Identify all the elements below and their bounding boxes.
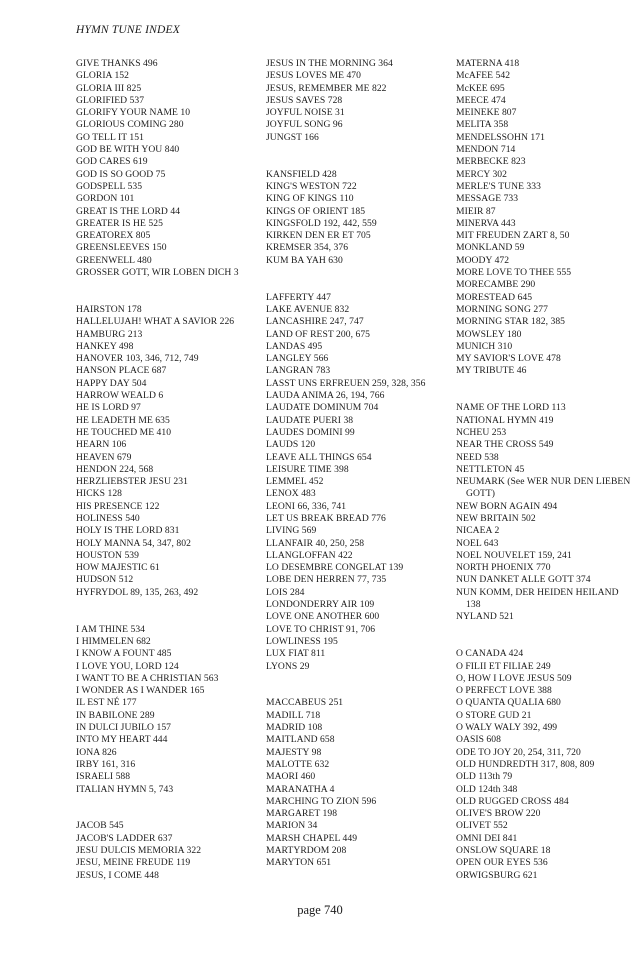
index-entry: MOWSLEY 180 <box>456 328 522 340</box>
index-entry: JOYFUL SONG 96 <box>266 119 343 131</box>
index-entry: NICAEA 2 <box>456 525 500 537</box>
index-entry: JESUS SAVES 728 <box>266 94 343 106</box>
index-entry: HOW MAJESTIC 61 <box>76 562 160 574</box>
index-entry: LAFFERTY 447 <box>266 291 331 303</box>
index-entry: NUN KOMM, DER HEIDEN HEILAND 138 <box>456 586 619 611</box>
index-column-2 <box>266 58 456 870</box>
index-entry: LEMMEL 452 <box>266 476 324 488</box>
index-entry: LAKE AVENUE 832 <box>266 303 350 315</box>
index-entry: MERCY 302 <box>456 168 507 180</box>
index-entry: ISRAELI 588 <box>76 771 131 783</box>
index-entry: I HIMMELEN 682 <box>76 635 151 647</box>
letter-group-gap <box>266 267 456 292</box>
index-entry: O WALY WALY 392, 499 <box>456 722 558 734</box>
index-entry: HE TOUCHED ME 410 <box>76 426 172 438</box>
index-entry: JESUS, I COME 448 <box>76 869 159 881</box>
index-entry: McKEE 695 <box>456 82 505 94</box>
index-entry: LET US BREAK BREAD 776 <box>266 512 386 524</box>
index-entry: IL EST NÉ 177 <box>76 697 137 709</box>
page-number: page 740 <box>297 903 343 917</box>
index-column-3 <box>456 58 632 882</box>
index-entry: GREATOREX 805 <box>76 230 151 242</box>
index-entry: LEISURE TIME 398 <box>266 463 349 475</box>
index-entry: GLORIFIED 537 <box>76 94 145 106</box>
index-entry: HE IS LORD 97 <box>76 402 141 414</box>
index-entry: JESUS LOVES ME 470 <box>266 70 361 82</box>
index-entry: HANOVER 103, 346, 712, 749 <box>76 353 199 365</box>
index-entry: NEUMARK (See WER NUR DEN LIEBEN GOTT) <box>456 476 631 500</box>
index-entry: O QUANTA QUALIA 680 <box>456 697 561 709</box>
index-entry: OLIVE'S BROW 220 <box>456 808 541 820</box>
index-entry: MORECAMBE 290 <box>456 279 536 291</box>
index-entry: OPEN OUR EYES 536 <box>456 857 548 869</box>
index-entry: ORWIGSBURG 621 <box>456 869 538 881</box>
index-entry: NOEL NOUVELET 159, 241 <box>456 549 572 561</box>
index-entry: GREATER IS HE 525 <box>76 217 163 229</box>
index-entry: MY SAVIOR'S LOVE 478 <box>456 353 561 365</box>
index-entry: LAUDES DOMINI 99 <box>266 426 355 438</box>
index-entry: LOWLINESS 195 <box>266 635 338 647</box>
index-entry: MAORI 460 <box>266 771 316 783</box>
index-entry: NAME OF THE LORD 113 <box>456 402 566 414</box>
index-entry: MAITLAND 658 <box>266 734 335 746</box>
index-entry: JOYFUL NOISE 31 <box>266 107 345 119</box>
index-entry: JESU DULCIS MEMORIA 322 <box>76 845 202 856</box>
index-entry: HEAVEN 679 <box>76 451 132 463</box>
index-entry: NORTH PHOENIX 770 <box>456 562 551 574</box>
index-entry: I LOVE YOU, LORD 124 <box>76 660 179 672</box>
index-entry: LOBE DEN HERREN 77, 735 <box>266 574 387 586</box>
letter-group-gap <box>266 673 456 698</box>
index-entry: NUN DANKET ALLE GOTT 374 <box>456 574 591 586</box>
index-entry: MADRID 108 <box>266 722 323 734</box>
index-entry: NEW BORN AGAIN 494 <box>456 500 558 512</box>
index-entry: LEAVE ALL THINGS 654 <box>266 451 372 463</box>
index-entry: GOD CARES 619 <box>76 156 148 168</box>
index-entry: LANCASHIRE 247, 747 <box>266 316 364 328</box>
index-entry: LASST UNS ERFREUEN 259, 328, 356 <box>266 377 426 389</box>
index-entry: IN DULCI JUBILO 157 <box>76 722 172 734</box>
index-entry: HAPPY DAY 504 <box>76 377 147 389</box>
index-entry: JACOB 545 <box>76 820 124 832</box>
index-entry: NYLAND 521 <box>456 611 514 623</box>
index-entry: KUM BA YAH 630 <box>266 254 343 266</box>
index-entry: LAUDATE PUERI 38 <box>266 414 354 426</box>
index-entry: GLORIA III 825 <box>76 82 142 94</box>
index-entry: MATERNA 418 <box>456 58 520 69</box>
index-entry: LANGLEY 566 <box>266 353 329 365</box>
index-entry: MIEIR 87 <box>456 205 496 217</box>
index-entry: OLD 113th 79 <box>456 771 513 783</box>
page-header: HYMN TUNE INDEX <box>76 24 180 36</box>
index-entry: GOD IS SO GOOD 75 <box>76 168 166 180</box>
index-entry: MADILL 718 <box>266 709 321 721</box>
index-entry: HOLY MANNA 54, 347, 802 <box>76 537 191 549</box>
index-entry: LYONS 29 <box>266 660 310 672</box>
index-entry: GO TELL IT 151 <box>76 131 144 143</box>
index-entry: MARGARET 198 <box>266 808 338 820</box>
index-entry: JUNGST 166 <box>266 131 319 143</box>
index-entry: ONSLOW SQUARE 18 <box>456 845 551 856</box>
index-entry: INTO MY HEART 444 <box>76 734 168 746</box>
index-entry: LLANGLOFFAN 422 <box>266 549 353 561</box>
index-entry: HOLY IS THE LORD 831 <box>76 525 180 537</box>
letter-group-gap <box>76 796 266 821</box>
index-entry: OMNI DEI 841 <box>456 832 518 844</box>
letter-group-gap <box>456 624 632 649</box>
index-entry: LENOX 483 <box>266 488 316 500</box>
index-entry: MARSH CHAPEL 449 <box>266 832 358 844</box>
index-entry: GLORIOUS COMING 280 <box>76 119 184 131</box>
index-entry: GLORIA 152 <box>76 70 129 82</box>
index-entry: MEECE 474 <box>456 94 506 106</box>
index-entry: GODSPELL 535 <box>76 180 143 192</box>
index-entry: JACOB'S LADDER 637 <box>76 832 173 844</box>
index-entry: NETTLETON 45 <box>456 463 525 475</box>
index-entry: HANSON PLACE 687 <box>76 365 167 377</box>
index-entry: O CANADA 424 <box>456 648 524 660</box>
index-entry: KANSFIELD 428 <box>266 168 337 180</box>
index-entry: OLD RUGGED CROSS 484 <box>456 795 569 807</box>
index-entry: GREENWELL 480 <box>76 254 152 266</box>
index-entry: LOVE TO CHRIST 91, 706 <box>266 623 376 635</box>
index-entry: MALOTTE 632 <box>266 758 330 770</box>
index-entry: JESUS, REMEMBER ME 822 <box>266 82 387 94</box>
index-entry: LANDAS 495 <box>266 340 323 352</box>
index-entry: IONA 826 <box>76 746 117 758</box>
index-entry: OASIS 608 <box>456 734 501 746</box>
index-entry: MINERVA 443 <box>456 217 516 229</box>
index-entry: I WONDER AS I WANDER 165 <box>76 685 205 697</box>
index-entry: I WANT TO BE A CHRISTIAN 563 <box>76 672 219 684</box>
index-entry: McAFEE 542 <box>456 70 511 82</box>
index-entry: LO DESEMBRE CONGELAT 139 <box>266 562 404 574</box>
index-entry: GIVE THANKS 496 <box>76 58 158 69</box>
index-entry: MENDELSSOHN 171 <box>456 131 545 143</box>
index-entry: GORDON 101 <box>76 193 135 205</box>
index-entry: MORNING STAR 182, 385 <box>456 316 566 328</box>
index-entry: O, HOW I LOVE JESUS 509 <box>456 672 572 684</box>
letter-group-gap <box>266 144 456 169</box>
index-entry: MUNICH 310 <box>456 340 513 352</box>
index-entry: LANGRAN 783 <box>266 365 331 377</box>
letter-group-gap <box>76 599 266 624</box>
index-entry: HENDON 224, 568 <box>76 463 154 475</box>
index-entry: HIS PRESENCE 122 <box>76 500 160 512</box>
index-entry: LAUDATE DOMINUM 704 <box>266 402 379 414</box>
index-entry: JESU, MEINE FREUDE 119 <box>76 857 191 869</box>
index-entry: NOEL 643 <box>456 537 499 549</box>
index-entry: NEAR THE CROSS 549 <box>456 439 554 451</box>
index-entry: OLD 124th 348 <box>456 783 518 795</box>
index-entry: KREMSER 354, 376 <box>266 242 349 254</box>
index-entry: I AM THINE 534 <box>76 623 146 635</box>
index-entry: NEED 538 <box>456 451 499 463</box>
index-entry: LIVING 569 <box>266 525 317 537</box>
index-entry: MARCHING TO ZION 596 <box>266 795 377 807</box>
index-entry: HICKS 128 <box>76 488 123 500</box>
index-entry: HAMBURG 213 <box>76 328 143 340</box>
letter-group-gap <box>76 279 266 304</box>
index-entry: HARROW WEALD 6 <box>76 390 164 402</box>
index-entry: MEINEKE 807 <box>456 107 517 119</box>
index-entry: HUDSON 512 <box>76 574 134 586</box>
index-entry: MERBECKE 823 <box>456 156 526 168</box>
index-entry: MERLE'S TUNE 333 <box>456 180 541 192</box>
index-entry: OLIVET 552 <box>456 820 508 832</box>
index-entry: KINGSFOLD 192, 442, 559 <box>266 217 377 229</box>
index-entry: NCHEU 253 <box>456 426 507 438</box>
index-entry: MACCABEUS 251 <box>266 697 344 709</box>
index-entry: LOVE ONE ANOTHER 600 <box>266 611 380 623</box>
index-entry: MORNING SONG 277 <box>456 303 548 315</box>
index-entry: MOODY 472 <box>456 254 510 266</box>
index-entry: OLD HUNDREDTH 317, 808, 809 <box>456 758 595 770</box>
index-entry: MELITA 358 <box>456 119 509 131</box>
index-entry: KIRKEN DEN ER ET 705 <box>266 230 371 242</box>
index-entry: GLORIFY YOUR NAME 10 <box>76 107 191 119</box>
index-entry: HYFRYDOL 89, 135, 263, 492 <box>76 586 199 598</box>
index-entry: NATIONAL HYMN 419 <box>456 414 554 426</box>
index-entry: LOIS 284 <box>266 586 305 598</box>
index-entry: LUX FIAT 811 <box>266 648 326 660</box>
index-entry: ITALIAN HYMN 5, 743 <box>76 783 174 795</box>
index-entry: ODE TO JOY 20, 254, 311, 720 <box>456 746 581 758</box>
index-column-1 <box>76 58 266 882</box>
index-entry: O STORE GUD 21 <box>456 709 532 721</box>
index-entry: HAIRSTON 178 <box>76 303 142 315</box>
index-entry: KINGS OF ORIENT 185 <box>266 205 366 217</box>
index-entry: LAND OF REST 200, 675 <box>266 328 371 340</box>
index-entry: LAUDS 120 <box>266 439 316 451</box>
index-entry: MY TRIBUTE 46 <box>456 365 527 377</box>
index-entry: HE LEADETH ME 635 <box>76 414 170 426</box>
index-entry: MARANATHA 4 <box>266 783 335 795</box>
index-entry: I KNOW A FOUNT 485 <box>76 648 172 660</box>
index-entry: LEONI 66, 336, 741 <box>266 500 347 512</box>
index-entry: GOD BE WITH YOU 840 <box>76 144 180 156</box>
index-entry: MORESTEAD 645 <box>456 291 533 303</box>
index-entry: MENDON 714 <box>456 144 516 156</box>
index-entry: LLANFAIR 40, 250, 258 <box>266 537 365 549</box>
index-entry: HEARN 106 <box>76 439 127 451</box>
index-entry: KING'S WESTON 722 <box>266 180 357 192</box>
index-entry: MARYTON 651 <box>266 857 332 869</box>
index-entry: GREAT IS THE LORD 44 <box>76 205 181 217</box>
index-entry: GROSSER GOTT, WIR LOBEN DICH 3 <box>76 267 239 279</box>
letter-group-gap <box>456 378 632 403</box>
index-entry: MARTYRDOM 208 <box>266 845 347 856</box>
index-entry: JESUS IN THE MORNING 364 <box>266 58 393 69</box>
index-entry: GREENSLEEVES 150 <box>76 242 167 254</box>
index-entry: MIT FREUDEN ZART 8, 50 <box>456 230 570 242</box>
index-entry: MESSAGE 733 <box>456 193 519 205</box>
index-entry: MORE LOVE TO THEE 555 <box>456 267 572 279</box>
index-entry: MARION 34 <box>266 820 318 832</box>
index-entry: NEW BRITAIN 502 <box>456 512 536 524</box>
index-entry: HOUSTON 539 <box>76 549 140 561</box>
index-entry: IRBY 161, 316 <box>76 758 136 770</box>
index-entry: HERZLIEBSTER JESU 231 <box>76 476 188 488</box>
index-entry: HALLELUJAH! WHAT A SAVIOR 226 <box>76 316 235 328</box>
index-entry: O FILII ET FILIAE 249 <box>456 660 551 672</box>
index-entry: HOLINESS 540 <box>76 512 140 524</box>
index-entry: KING OF KINGS 110 <box>266 193 354 205</box>
index-entry: LAUDA ANIMA 26, 194, 766 <box>266 390 385 402</box>
index-entry: MONKLAND 59 <box>456 242 525 254</box>
index-entry: IN BABILONE 289 <box>76 709 155 721</box>
index-entry: O PERFECT LOVE 388 <box>456 685 552 697</box>
index-entry: MAJESTY 98 <box>266 746 322 758</box>
index-entry: HANKEY 498 <box>76 340 134 352</box>
index-entry: LONDONDERRY AIR 109 <box>266 599 375 611</box>
